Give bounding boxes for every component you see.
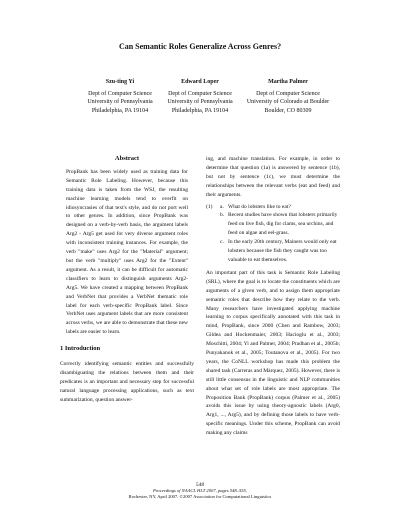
- abstract-text: PropBank has been widely used as training data for Semantic Role Labeling. However, because this training data is taken from the WSJ, the resulting machine learning models tend to overfit on idiosyncrasies of that text's style, and do not port well to other genres. In addition, since PropBank was designed on a verb-by-verb basis, the argument labels Arg2 - Arg5 get used for very diverse argument roles with inconsistent training instances. For example, the verb "make" uses Arg2 for the "Material" argument; but the verb "multiply" uses Arg2 for the "Extent" argument. As a result, it can be difficult for automatic classifiers to learn to distinguish arguments Arg2-Arg5. We have created a mapping between PropBank and VerbNet that provides a VerbNet thematic role label for each verb-specific PropBank label. Since VerbNet uses argument labels that are more consistent across verbs, we are able to demonstrate that these new labels are easier to learn.: [66, 168, 188, 336]
- example-block: [206, 203, 340, 265]
- example-item: [206, 211, 340, 238]
- author-addr: Philadelphia, PA 19104: [91, 107, 149, 114]
- author-name: Szu-ting Yi: [105, 79, 135, 85]
- example-item: [206, 238, 340, 265]
- example-text: Recent studies have shown that lobsters primarily feed on live fish, dig for clams, sea urchins, and feed on algae and eel-grass.: [228, 212, 338, 237]
- page-footer: [0, 482, 400, 500]
- author-addr: Boulder, CO 80309: [264, 107, 312, 114]
- intro-paragraph: Correctly identifying semantic entities and successfully disambiguating the relations between them and their predicates is an important and necessary step for successful natural language processing applications, such as text summarization, question answer-: [60, 361, 194, 403]
- author-name: Martha Palmer: [268, 79, 308, 85]
- abstract-heading: Abstract: [114, 155, 140, 162]
- author-addr: Philadelphia, PA 19104: [171, 107, 229, 114]
- srl-paragraph: An important part of this task is Semantic Role Labeling (SRL), where the goal is to locate the constituents which are arguments of a given verb, and to assign them appropriate semantic roles that describe how they relate to the verb. Many researchers have investigated applying machine learning to corpus specifically annotated with this task in mind, PropBank, since 2000 (Chen and Rambow, 2003; Gildea and Hockenmaier, 2003; Hacioglu et al., 2003; Moschitti, 2004; Yi and Palmer, 2004; Pradhan et al., 2005b; Punyakanok et al., 2005; Toutanova et al., 2005). For two years, the CoNLL workshop has made this problem the shared task (Carreras and Màrquez, 2005). However, there is still little consensus in the linguistic and NLP communities about what set of role labels are most appropriate. The Proposition Bank (PropBank) corpus (Palmer et al., 2005) avoids this issue by using theory-agnostic labels (Arg0, Arg1, ..., Arg5), and by defining those labels to have verb-specific meanings. Under this scheme, PropBank can avoid making any claims: [206, 269, 340, 437]
- paper-title: Can Semantic Roles Generalize Across Genres?: [118, 42, 282, 51]
- example-letter: a.: [220, 203, 224, 210]
- author-name: Edward Loper: [181, 79, 219, 85]
- author-dept: Dept of Computer Science: [168, 91, 232, 98]
- left-column: [60, 155, 194, 408]
- author-inst: University of Pennsylvania: [87, 99, 153, 106]
- page-number: 548: [195, 482, 205, 488]
- intro-continuation: ing, and machine translation. For example, in order to determine that question (1a) is answered by sentence (1b), but not by sentence (1c), we must determine the relationships between the relevant verbs (eat and feed) and their arguments.: [206, 156, 340, 198]
- author-dept: Dept of Computer Science: [256, 91, 320, 98]
- author-inst: University of Colorado at Boulder: [246, 99, 330, 106]
- example-item: [206, 203, 340, 212]
- author-inst: University of Pennsylvania: [167, 99, 233, 106]
- author-3: [228, 78, 348, 115]
- example-number: (1): [206, 203, 213, 210]
- author-dept: Dept of Computer Science: [88, 91, 152, 98]
- proceedings-line: Proceedings of NAACL HLT 2007, pages 548–555,: [153, 488, 247, 493]
- right-column: [206, 155, 340, 441]
- example-letter: b.: [220, 212, 225, 219]
- copyright-line: Rochester, NY, April 2007. ©2007 Association for Computational Linguistics: [128, 494, 272, 499]
- example-letter: c.: [220, 239, 224, 246]
- section-heading-introduction: 1 Introduction: [60, 345, 101, 353]
- example-text: What do lobsters like to eat?: [228, 203, 291, 210]
- example-text: In the early 20th century, Mainers would only eat lobsters because the fish they caught was too valuable to eat themselves.: [228, 239, 337, 263]
